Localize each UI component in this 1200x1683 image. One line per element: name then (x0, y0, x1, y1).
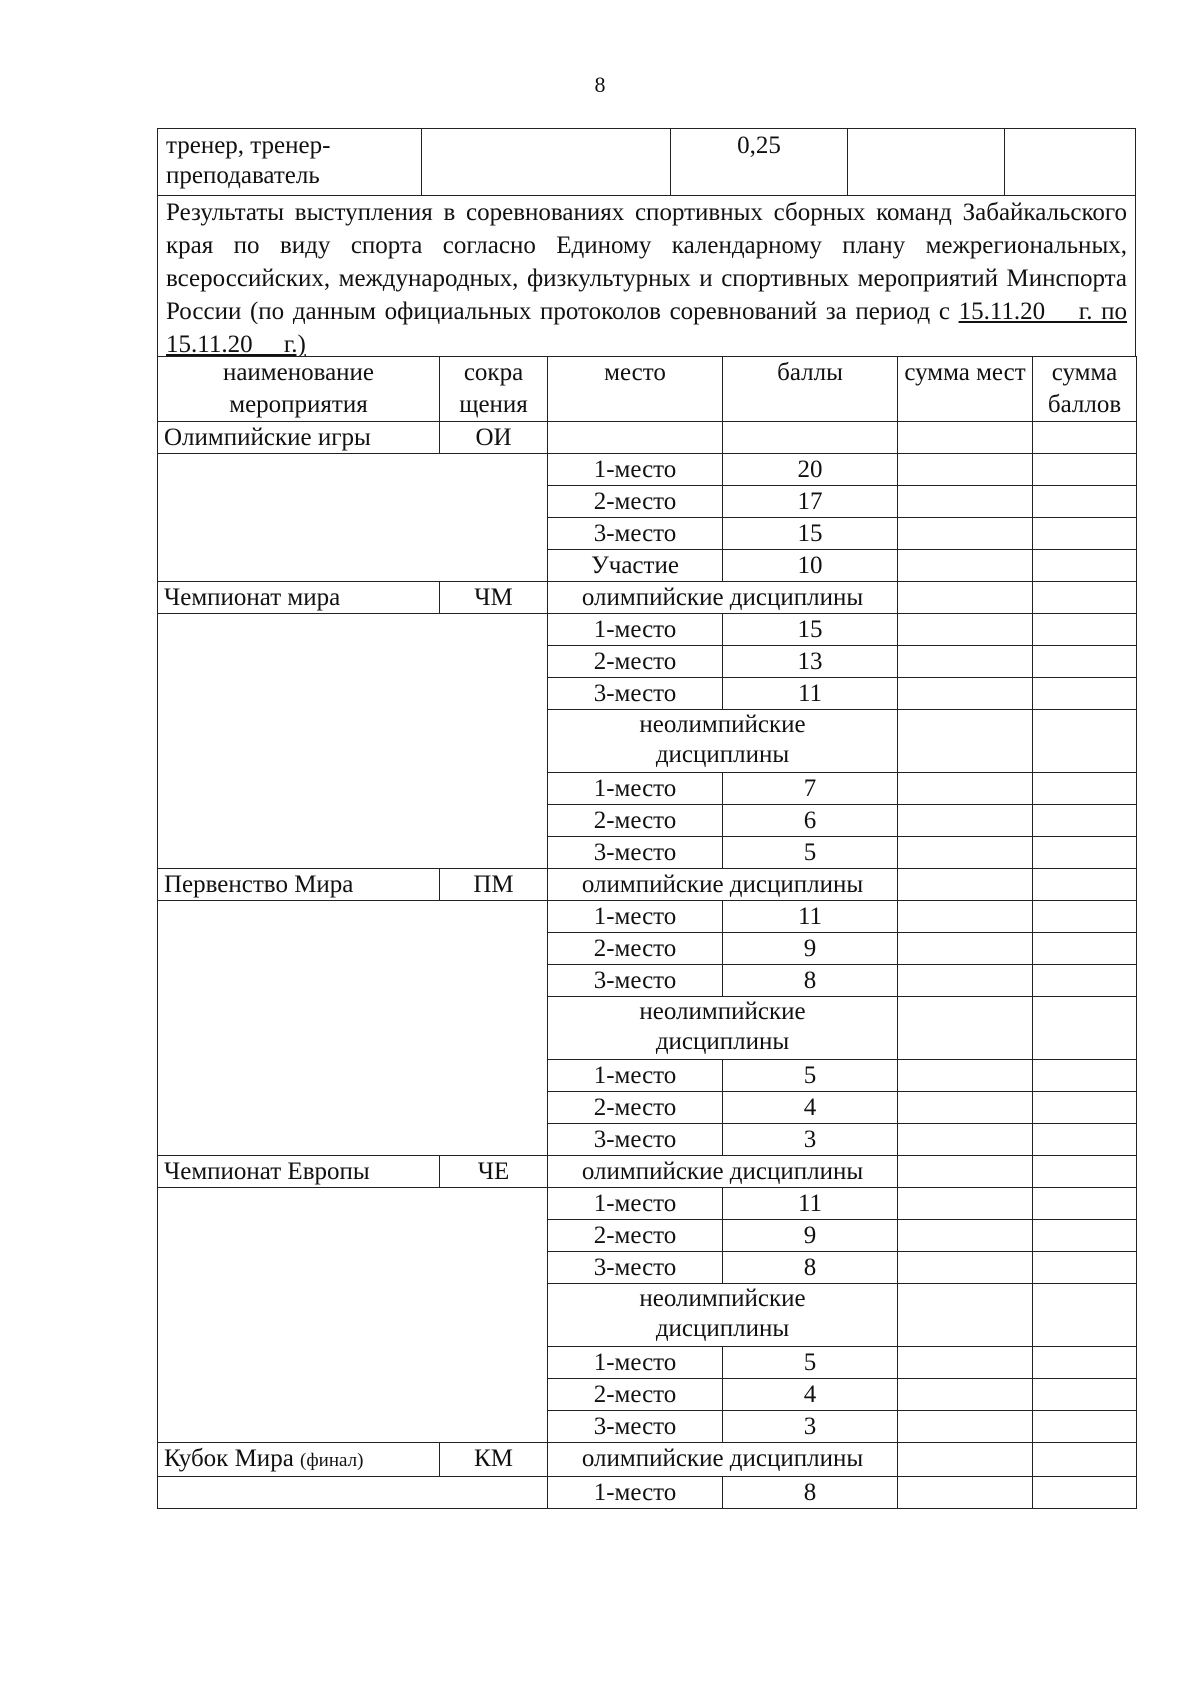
sum-points-cell (1033, 837, 1137, 869)
sum-points-cell (1033, 1156, 1137, 1188)
place-cell: 2-место (548, 1220, 723, 1252)
sum-places-cell (898, 550, 1033, 582)
sum-points-cell (1033, 1379, 1137, 1411)
place-row (158, 805, 1137, 837)
coach-role-label: тренер, тренер- преподаватель (166, 132, 331, 189)
header-points: баллы (723, 357, 898, 422)
sum-points-cell (1033, 1124, 1137, 1156)
empty-cell (158, 486, 548, 518)
event-name: Чемпионат мира (164, 584, 341, 611)
points-cell: 8 (723, 1477, 898, 1509)
discipline-label: неолимпийские дисциплины (548, 1284, 898, 1347)
place-cell: 3-место (548, 837, 723, 869)
empty-cell (158, 1220, 548, 1252)
sum-places-cell (898, 805, 1033, 837)
page-number: 8 (594, 72, 606, 97)
place-row (158, 518, 1137, 550)
points-cell: 15 (723, 614, 898, 646)
points-cell: 11 (723, 901, 898, 933)
place-cell: 1-место (548, 1347, 723, 1379)
points-cell: 3 (723, 1411, 898, 1443)
discipline-label: олимпийские дисциплины (548, 1443, 898, 1477)
period-to: 15.11.20__ г.) (166, 331, 306, 358)
sum-points-cell (1033, 518, 1137, 550)
sum-places-cell (898, 454, 1033, 486)
sum-places-cell (898, 901, 1033, 933)
place-cell: 3-место (548, 1411, 723, 1443)
place-cell: 1-место (548, 1060, 723, 1092)
header-row (158, 357, 1137, 422)
sum-places-cell (898, 614, 1033, 646)
event-name: Чемпионат Европы (164, 1158, 370, 1185)
empty-cell (158, 550, 548, 582)
sum-places-cell (898, 1156, 1033, 1188)
place-cell: 2-место (548, 1092, 723, 1124)
sum-places-cell (898, 710, 1033, 773)
sum-points-cell (1033, 550, 1137, 582)
place-row (158, 901, 1137, 933)
event-row (158, 422, 1137, 454)
discipline-row (158, 997, 1137, 1060)
points-cell: 5 (723, 1060, 898, 1092)
sum-places-cell (898, 486, 1033, 518)
place-row (158, 1411, 1137, 1443)
sum-points-cell (1033, 486, 1137, 518)
sum-places-cell (898, 1284, 1033, 1347)
period-mid: по (1092, 298, 1127, 325)
empty-cell (158, 1411, 548, 1443)
event-abbr: ОИ (440, 422, 548, 454)
place-row (158, 614, 1137, 646)
place-cell: 3-место (548, 518, 723, 550)
empty-cell (158, 965, 548, 997)
place-row (158, 646, 1137, 678)
place-cell: 2-место (548, 805, 723, 837)
event-name-cell (158, 1156, 440, 1188)
points-cell: 13 (723, 646, 898, 678)
empty-cell (422, 129, 671, 196)
sum-places-cell (898, 518, 1033, 550)
discipline-label: олимпийские дисциплины (548, 869, 898, 901)
sum-places-cell (898, 997, 1033, 1060)
points-cell: 8 (723, 1252, 898, 1284)
sum-places-cell (898, 646, 1033, 678)
place-cell: 3-место (548, 678, 723, 710)
results-intro-paragraph (157, 194, 1136, 356)
place-cell: 3-место (548, 965, 723, 997)
sum-places-cell (898, 1188, 1033, 1220)
event-name: Олимпийские игры (164, 424, 371, 451)
sum-points-cell (1033, 965, 1137, 997)
points-cell: 4 (723, 1092, 898, 1124)
points-cell: 17 (723, 486, 898, 518)
points-cell: 11 (723, 1188, 898, 1220)
sum-points-cell (1033, 869, 1137, 901)
empty-cell (158, 1092, 548, 1124)
empty-cell (158, 1060, 548, 1092)
place-row (158, 837, 1137, 869)
sum-places-cell (898, 1092, 1033, 1124)
sum-places-cell (898, 1252, 1033, 1284)
place-cell: 2-место (548, 486, 723, 518)
empty-cell (158, 614, 548, 646)
place-row (158, 678, 1137, 710)
sum-points-cell (1033, 710, 1137, 773)
coefficient-cell (671, 129, 848, 196)
event-row (158, 1443, 1137, 1477)
empty-cell (158, 646, 548, 678)
points-cell: 8 (723, 965, 898, 997)
discipline-label: неолимпийские дисциплины (548, 997, 898, 1060)
discipline-label: олимпийские дисциплины (548, 582, 898, 614)
sum-places-cell (898, 1411, 1033, 1443)
points-cell: 5 (723, 1347, 898, 1379)
sum-points-cell (1033, 1284, 1137, 1347)
empty-cell (158, 678, 548, 710)
sum-places-cell (898, 1124, 1033, 1156)
place-row (158, 773, 1137, 805)
empty-cell (158, 1379, 548, 1411)
place-cell: 2-место (548, 933, 723, 965)
sum-places-cell (898, 1379, 1033, 1411)
empty-cell (158, 1347, 548, 1379)
points-cell: 4 (723, 1379, 898, 1411)
points-cell: 9 (723, 933, 898, 965)
header-abbr: сокра щения (440, 357, 548, 422)
sum-points-cell (1033, 933, 1137, 965)
points-cell: 3 (723, 1124, 898, 1156)
event-name-cell (158, 869, 440, 901)
header-event: наименование мероприятия (158, 357, 440, 422)
sum-points-cell (1033, 1477, 1137, 1509)
event-name-cell (158, 422, 440, 454)
place-cell: 2-место (548, 646, 723, 678)
empty-cell (848, 129, 1005, 196)
place-row (158, 1092, 1137, 1124)
discipline-row (158, 1284, 1137, 1347)
place-row (158, 1379, 1137, 1411)
coefficient-value: 0,25 (737, 132, 781, 159)
place-cell: 1-место (548, 901, 723, 933)
sum-points-cell (1033, 582, 1137, 614)
place-row (158, 1124, 1137, 1156)
points-cell: 20 (723, 454, 898, 486)
place-row (158, 1477, 1137, 1509)
header-sum-points: сумма баллов (1033, 357, 1137, 422)
sum-points-cell (1033, 454, 1137, 486)
place-cell: 2-место (548, 1379, 723, 1411)
sum-places-cell (898, 1220, 1033, 1252)
empty-cell (158, 1477, 548, 1509)
sum-points-cell (1033, 646, 1137, 678)
place-row (158, 454, 1137, 486)
place-cell: 3-место (548, 1252, 723, 1284)
empty-cell (158, 1188, 548, 1220)
points-cell: 11 (723, 678, 898, 710)
sum-places-cell (898, 837, 1033, 869)
place-row (158, 965, 1137, 997)
sum-places-cell (898, 582, 1033, 614)
event-name: Первенство Мира (164, 871, 354, 898)
empty-cell (158, 454, 548, 486)
empty-cell (723, 422, 898, 454)
sum-places-cell (898, 422, 1033, 454)
header-sum-places: сумма мест (898, 357, 1033, 422)
event-name: Кубок Мира (164, 1445, 294, 1472)
discipline-row (158, 710, 1137, 773)
empty-cell (158, 1284, 548, 1347)
event-abbr: КМ (440, 1443, 548, 1477)
sum-places-cell (898, 773, 1033, 805)
points-cell: 6 (723, 805, 898, 837)
sum-points-cell (1033, 1252, 1137, 1284)
discipline-label: олимпийские дисциплины (548, 1156, 898, 1188)
place-cell: 1-место (548, 773, 723, 805)
place-cell: 3-место (548, 1124, 723, 1156)
sum-points-cell (1033, 997, 1137, 1060)
intro-text: Результаты выступления в соревнованиях спортивных сборных команд Забайкальского края по виду спорта согласно Единому календарному плану межрегиональных, всероссийских, международных, физкультурных и спортивных мероприятий Минспорта России (по данным официальных протоколов соревнований за период с (166, 199, 1127, 325)
place-cell: 1-место (548, 454, 723, 486)
event-row (158, 582, 1137, 614)
place-cell: Участие (548, 550, 723, 582)
empty-cell (1005, 129, 1136, 196)
sum-points-cell (1033, 1092, 1137, 1124)
empty-cell (158, 837, 548, 869)
period-from: 15.11.20__ г. (958, 298, 1093, 325)
points-cell: 15 (723, 518, 898, 550)
empty-cell (158, 710, 548, 773)
empty-cell (158, 518, 548, 550)
sum-points-cell (1033, 1443, 1137, 1477)
place-cell: 1-место (548, 614, 723, 646)
sum-places-cell (898, 1477, 1033, 1509)
sum-points-cell (1033, 422, 1137, 454)
empty-cell (158, 1252, 548, 1284)
sum-points-cell (1033, 1347, 1137, 1379)
empty-cell (158, 997, 548, 1060)
event-abbr: ЧМ (440, 582, 548, 614)
points-cell: 10 (723, 550, 898, 582)
sum-points-cell (1033, 1411, 1137, 1443)
sum-places-cell (898, 1443, 1033, 1477)
event-abbr: ПМ (440, 869, 548, 901)
place-row (158, 1220, 1137, 1252)
place-row (158, 1347, 1137, 1379)
event-name-note: (финал) (300, 1450, 364, 1471)
empty-cell (158, 805, 548, 837)
empty-cell (158, 901, 548, 933)
sum-points-cell (1033, 901, 1137, 933)
empty-cell (158, 933, 548, 965)
place-cell: 1-место (548, 1477, 723, 1509)
points-cell: 7 (723, 773, 898, 805)
sum-points-cell (1033, 773, 1137, 805)
event-name-cell (158, 1443, 440, 1477)
discipline-label: неолимпийские дисциплины (548, 710, 898, 773)
points-cell: 5 (723, 837, 898, 869)
sum-points-cell (1033, 805, 1137, 837)
empty-cell (548, 422, 723, 454)
sum-points-cell (1033, 1060, 1137, 1092)
empty-cell (158, 1124, 548, 1156)
sum-places-cell (898, 933, 1033, 965)
points-cell: 9 (723, 1220, 898, 1252)
sum-points-cell (1033, 614, 1137, 646)
place-row (158, 550, 1137, 582)
sum-places-cell (898, 1347, 1033, 1379)
sum-points-cell (1033, 1188, 1137, 1220)
empty-cell (158, 773, 548, 805)
place-row (158, 1188, 1137, 1220)
place-row (158, 486, 1137, 518)
sum-places-cell (898, 965, 1033, 997)
coach-row-table (157, 128, 1136, 196)
place-row (158, 933, 1137, 965)
place-row (158, 1060, 1137, 1092)
place-row (158, 1252, 1137, 1284)
event-abbr: ЧЕ (440, 1156, 548, 1188)
event-row (158, 869, 1137, 901)
sum-points-cell (1033, 678, 1137, 710)
coach-role-cell (158, 129, 422, 196)
event-name-cell (158, 582, 440, 614)
sum-places-cell (898, 678, 1033, 710)
sum-places-cell (898, 869, 1033, 901)
sum-points-cell (1033, 1220, 1137, 1252)
points-table (157, 356, 1137, 1509)
sum-places-cell (898, 1060, 1033, 1092)
event-row (158, 1156, 1137, 1188)
header-place: место (548, 357, 723, 422)
place-cell: 1-место (548, 1188, 723, 1220)
